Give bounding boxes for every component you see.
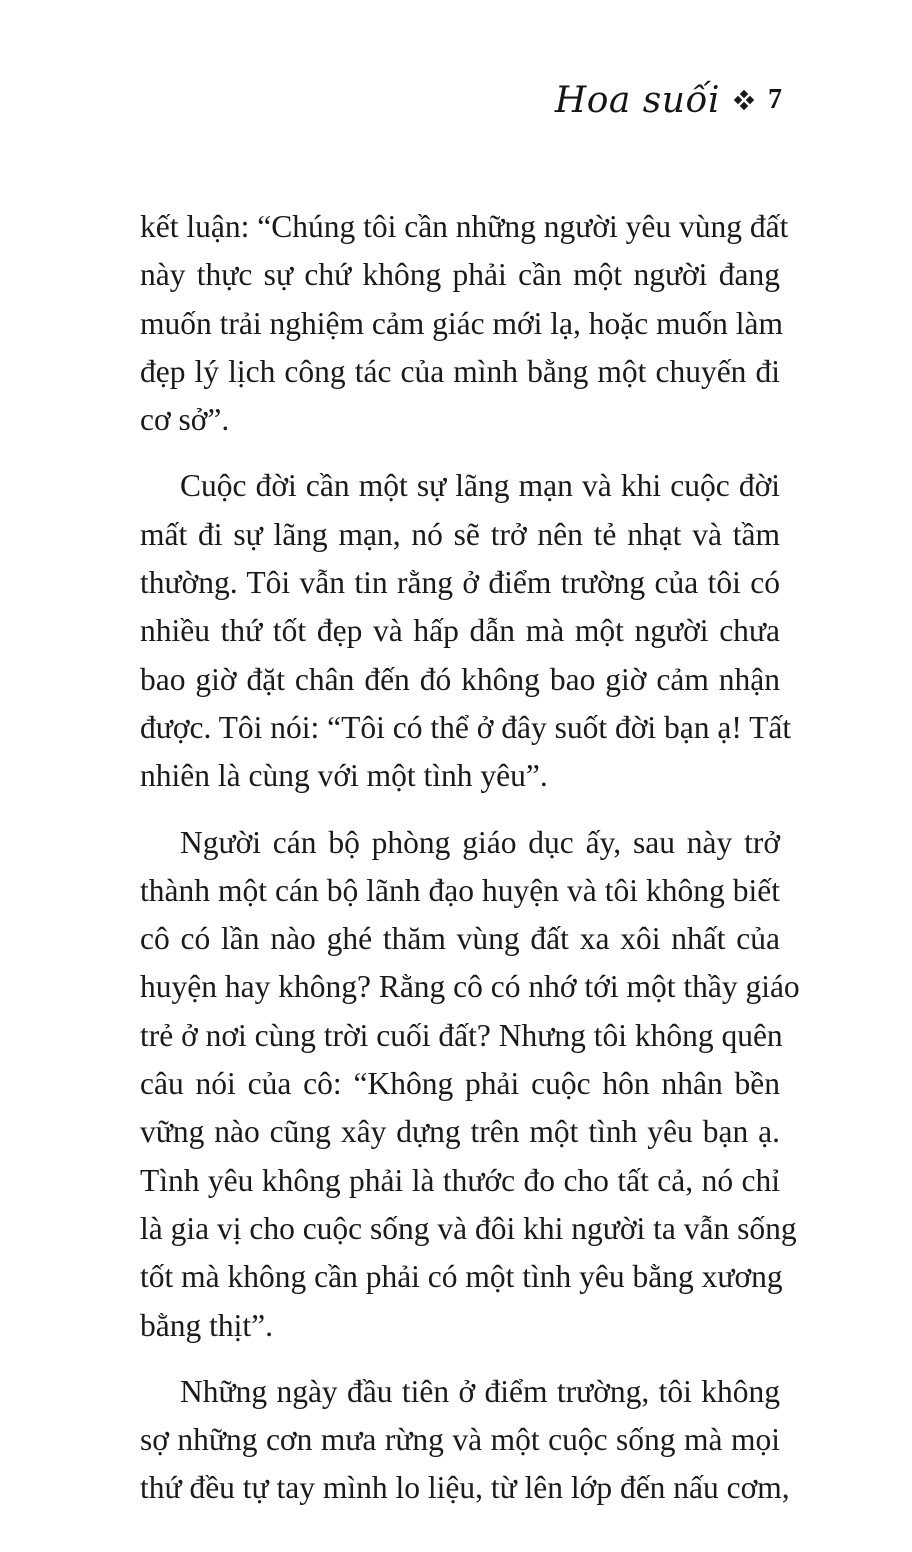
- four-diamond-ornament-icon: [734, 90, 754, 110]
- text-line: nhiên là cùng với một tình yêu”.: [140, 758, 548, 794]
- text-line: câu nói của cô: “Không phải cuộc hôn nhân bền: [140, 1066, 780, 1102]
- text-line: nhiều thứ tốt đẹp và hấp dẫn mà một người chưa: [140, 613, 780, 649]
- paragraph: [140, 203, 789, 444]
- text-line: thứ đều tự tay mình lo liệu, từ lên lớp đến nấu cơm,: [140, 1470, 790, 1506]
- running-title: Hoa suối: [554, 79, 720, 121]
- text-line: này thực sự chứ không phải cần một người đang: [140, 257, 780, 293]
- text-line: bằng thịt”.: [140, 1307, 273, 1343]
- text-line: muốn trải nghiệm cảm giác mới lạ, hoặc muốn làm: [140, 305, 783, 341]
- text-line: đẹp lý lịch công tác của mình bằng một chuyến đi: [140, 353, 780, 389]
- text-line: cô có lần nào ghé thăm vùng đất xa xôi nhất của: [140, 921, 780, 957]
- body-text: [140, 203, 800, 1513]
- text-line: Người cán bộ phòng giáo dục ấy, sau này trở: [180, 824, 780, 860]
- paragraph: [140, 462, 792, 800]
- text-line: sợ những cơn mưa rừng và một cuộc sống mà mọi: [140, 1422, 780, 1458]
- text-line: vững nào cũng xây dựng trên một tình yêu bạn ạ.: [140, 1114, 780, 1150]
- text-line: kết luận: “Chúng tôi cần những người yêu vùng đất: [140, 209, 789, 244]
- page-number: 7: [768, 84, 782, 115]
- text-line: là gia vị cho cuộc sống và đôi khi người ta vẫn sống: [140, 1210, 797, 1246]
- running-header: [555, 70, 782, 130]
- paragraph: [140, 1368, 790, 1513]
- text-line: Cuộc đời cần một sự lãng mạn và khi cuộc đời: [180, 468, 780, 504]
- text-line: bao giờ đặt chân đến đó không bao giờ cảm nhận: [140, 661, 780, 697]
- text-line: huyện hay không? Rằng cô có nhớ tới một thầy giáo: [140, 969, 800, 1005]
- text-line: mất đi sự lãng mạn, nó sẽ trở nên tẻ nhạt và tầm: [140, 516, 780, 552]
- text-line: thành một cán bộ lãnh đạo huyện và tôi không biết: [140, 872, 780, 908]
- text-line: được. Tôi nói: “Tôi có thể ở đây suốt đời bạn ạ! Tất: [140, 709, 792, 745]
- text-line: Tình yêu không phải là thước đo cho tất cả, nó chỉ: [140, 1162, 780, 1198]
- text-line: tốt mà không cần phải có một tình yêu bằng xương: [140, 1259, 783, 1295]
- text-line: Những ngày đầu tiên ở điểm trường, tôi không: [180, 1373, 780, 1409]
- text-line: cơ sở”.: [140, 402, 230, 438]
- paragraph: [140, 819, 800, 1350]
- text-line: trẻ ở nơi cùng trời cuối đất? Nhưng tôi không quên: [140, 1017, 783, 1053]
- text-line: thường. Tôi vẫn tin rằng ở điểm trường của tôi có: [140, 565, 780, 601]
